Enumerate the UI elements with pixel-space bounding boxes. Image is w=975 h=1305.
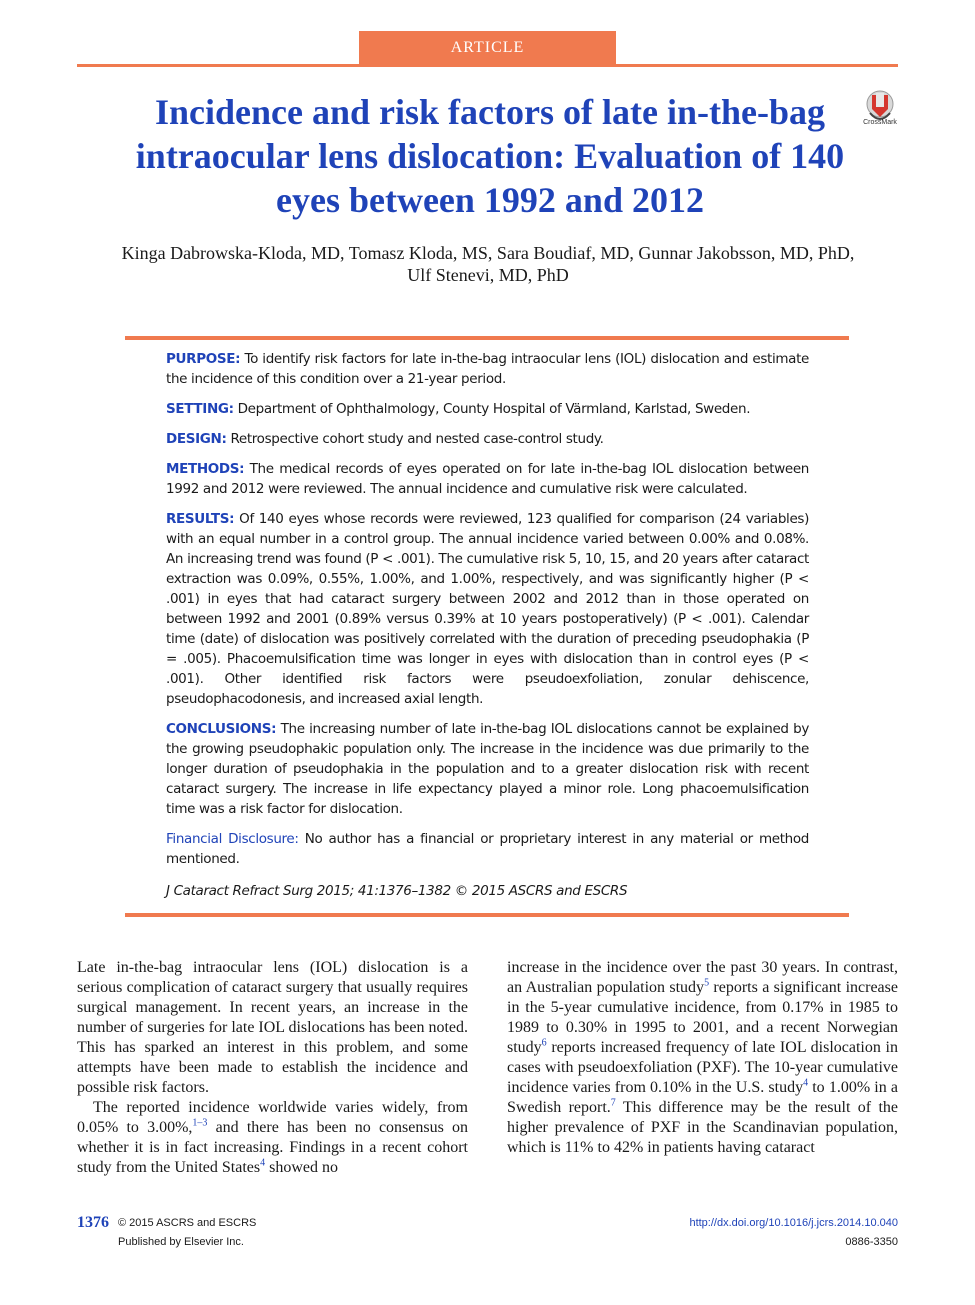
body-text: reports a significant increase in the 5-year cumulative incidence, from 0.17% in 1985 to 1989 to 0.30% in 1995 to 2001, and a recent Norwegian study: [507, 979, 898, 1056]
setting-text: Department of Ophthalmology, County Hospital of Värmland, Karlstad, Sweden.: [233, 401, 751, 417]
purpose-label: PURPOSE:: [166, 351, 241, 367]
results-label: RESULTS:: [166, 511, 235, 527]
purpose-text: To identify risk factors for late in-the-bag intraocular lens (IOL) dislocation and estimate the incidence of this condition over a 21-year period.: [166, 351, 809, 387]
reference-link[interactable]: 5: [704, 977, 710, 989]
abstract: [166, 349, 809, 911]
body-paragraph: Late in-the-bag intraocular lens (IOL) dislocation is a serious complication of cataract surgery that usually requires surgical management. In recent years, an increase in the number of surgeries for late IOL dislocations has been noted. This has sparked an interest in this problem, and some attempts have been made to establish the incidence and possible risk factors.: [77, 959, 468, 1096]
body-column-left: [77, 958, 468, 1178]
reference-link[interactable]: 4: [260, 1157, 266, 1169]
header-rule: [77, 64, 898, 67]
abstract-results: [166, 509, 809, 709]
conclusions-label: CONCLUSIONS:: [166, 721, 277, 737]
journal-citation: J Cataract Refract Surg 2015; 41:1376–1382 © 2015 ASCRS and ESCRS: [166, 883, 628, 899]
design-text: Retrospective cohort study and nested case-control study.: [226, 431, 604, 447]
methods-label: METHODS:: [166, 461, 245, 477]
body-column-right: [507, 958, 898, 1158]
doi-link[interactable]: http://dx.doi.org/10.1016/j.jcrs.2014.10.040: [689, 1217, 898, 1229]
body-paragraph: [507, 958, 898, 1158]
body-text: to 1.00% in a Swedish report.: [507, 1079, 899, 1116]
abstract-setting: [166, 399, 809, 419]
body-text: increase in the incidence over the past 30 years. In contrast, an Australian population study: [507, 959, 898, 996]
abstract-disclosure: [166, 829, 809, 869]
abstract-purpose: [166, 349, 809, 389]
crossmark-label: CrossMark: [863, 119, 897, 126]
page-number: 1376: [77, 1214, 109, 1231]
disclosure-label: Financial Disclosure:: [166, 831, 299, 847]
abstract-bottom-rule: [125, 913, 849, 917]
disclosure-text: No author has a financial or proprietary interest in any material or method mentioned.: [166, 831, 809, 867]
abstract-design: [166, 429, 809, 449]
conclusions-text: The increasing number of late in-the-bag IOL dislocations cannot be explained by the growing pseudophakic population only. The increase in the incidence was due primarily to the longer duration of pseudophakia in the population and to a greater dislocation risk with recent cataract surgery. The increase in life expectancy played a minor role. Long phacoemulsification time was a risk factor for dislocation.: [166, 721, 809, 817]
body-text: The reported incidence worldwide varies widely, from 0.05% to 3.00%,: [77, 1099, 468, 1136]
author-line-1: Kinga Dabrowska-Kloda, MD, Tomasz Kloda, MS, Sara Boudiaf, MD, Gunnar Jakobsson, MD, PhD,: [121, 243, 855, 263]
abstract-methods: [166, 459, 809, 499]
results-text: Of 140 eyes whose records were reviewed, 123 qualified for comparison (24 variables) with an equal number in a control group. The annual incidence varied between 0.00% and 0.08%. An increasing trend was found (P < .001). The cumulative risk 5, 10, 15, and 20 years after cataract extraction was 0.09%, 0.55%, 1.00%, and 1.00%, respectively, and was significantly higher (P < .001) in eyes that had cataract surgery between 2002 and 2012 than in those operated on between 1992 and 2001 (0.89% versus 0.39% at 10 years postoperatively) (P < .001). Calendar time (date) of dislocation was positively correlated with the duration of preceding pseudophakia (P = .005). Phacoemulsification time was longer in eyes with dislocation than in control eyes (P < .001). Other identified risk factors were pseudoexfoliation, zonular dehiscence, pseudophacodonesis, and increased axial length.: [166, 511, 809, 707]
article-title: Incidence and risk factors of late in-the-bag intraocular lens dislocation: Evaluation of 140 eyes between 1992 and 2012: [135, 92, 845, 220]
design-label: DESIGN:: [166, 431, 227, 447]
setting-label: SETTING:: [166, 401, 234, 417]
abstract-conclusions: [166, 719, 809, 819]
footer-publisher: Published by Elsevier Inc.: [118, 1236, 244, 1248]
author-line-2: Ulf Stenevi, MD, PhD: [407, 265, 569, 285]
body-text: This difference may be the result of the higher prevalence of PXF in the Scandinavian population, which is 11% to 42% in patients having cataract: [507, 1099, 898, 1156]
body-paragraph: [77, 1098, 468, 1178]
abstract-top-rule: [125, 336, 849, 340]
body-text: and there has been no consensus on whether it is in fact increasing. Findings in a recent cohort study from the United States: [77, 1119, 468, 1176]
reference-link[interactable]: 6: [541, 1037, 547, 1049]
body-text: reports increased frequency of late IOL dislocation in cases with pseudoexfoliation (PXF). The 10-year cumulative incidence varies from 0.10% in the U.S. study: [507, 1039, 898, 1096]
reference-link[interactable]: 1–3: [192, 1117, 208, 1129]
reference-link[interactable]: 7: [610, 1097, 616, 1109]
footer-issn: 0886-3350: [845, 1236, 898, 1248]
article-type-tag: ARTICLE: [359, 31, 616, 65]
author-list: [78, 242, 898, 286]
methods-text: The medical records of eyes operated on for late in-the-bag IOL dislocation between 1992 and 2012 were reviewed. The annual incidence and cumulative risk were calculated.: [166, 461, 809, 497]
footer-copyright: © 2015 ASCRS and ESCRS: [118, 1217, 257, 1229]
body-text: showed no: [265, 1159, 338, 1176]
reference-link[interactable]: 4: [803, 1077, 809, 1089]
